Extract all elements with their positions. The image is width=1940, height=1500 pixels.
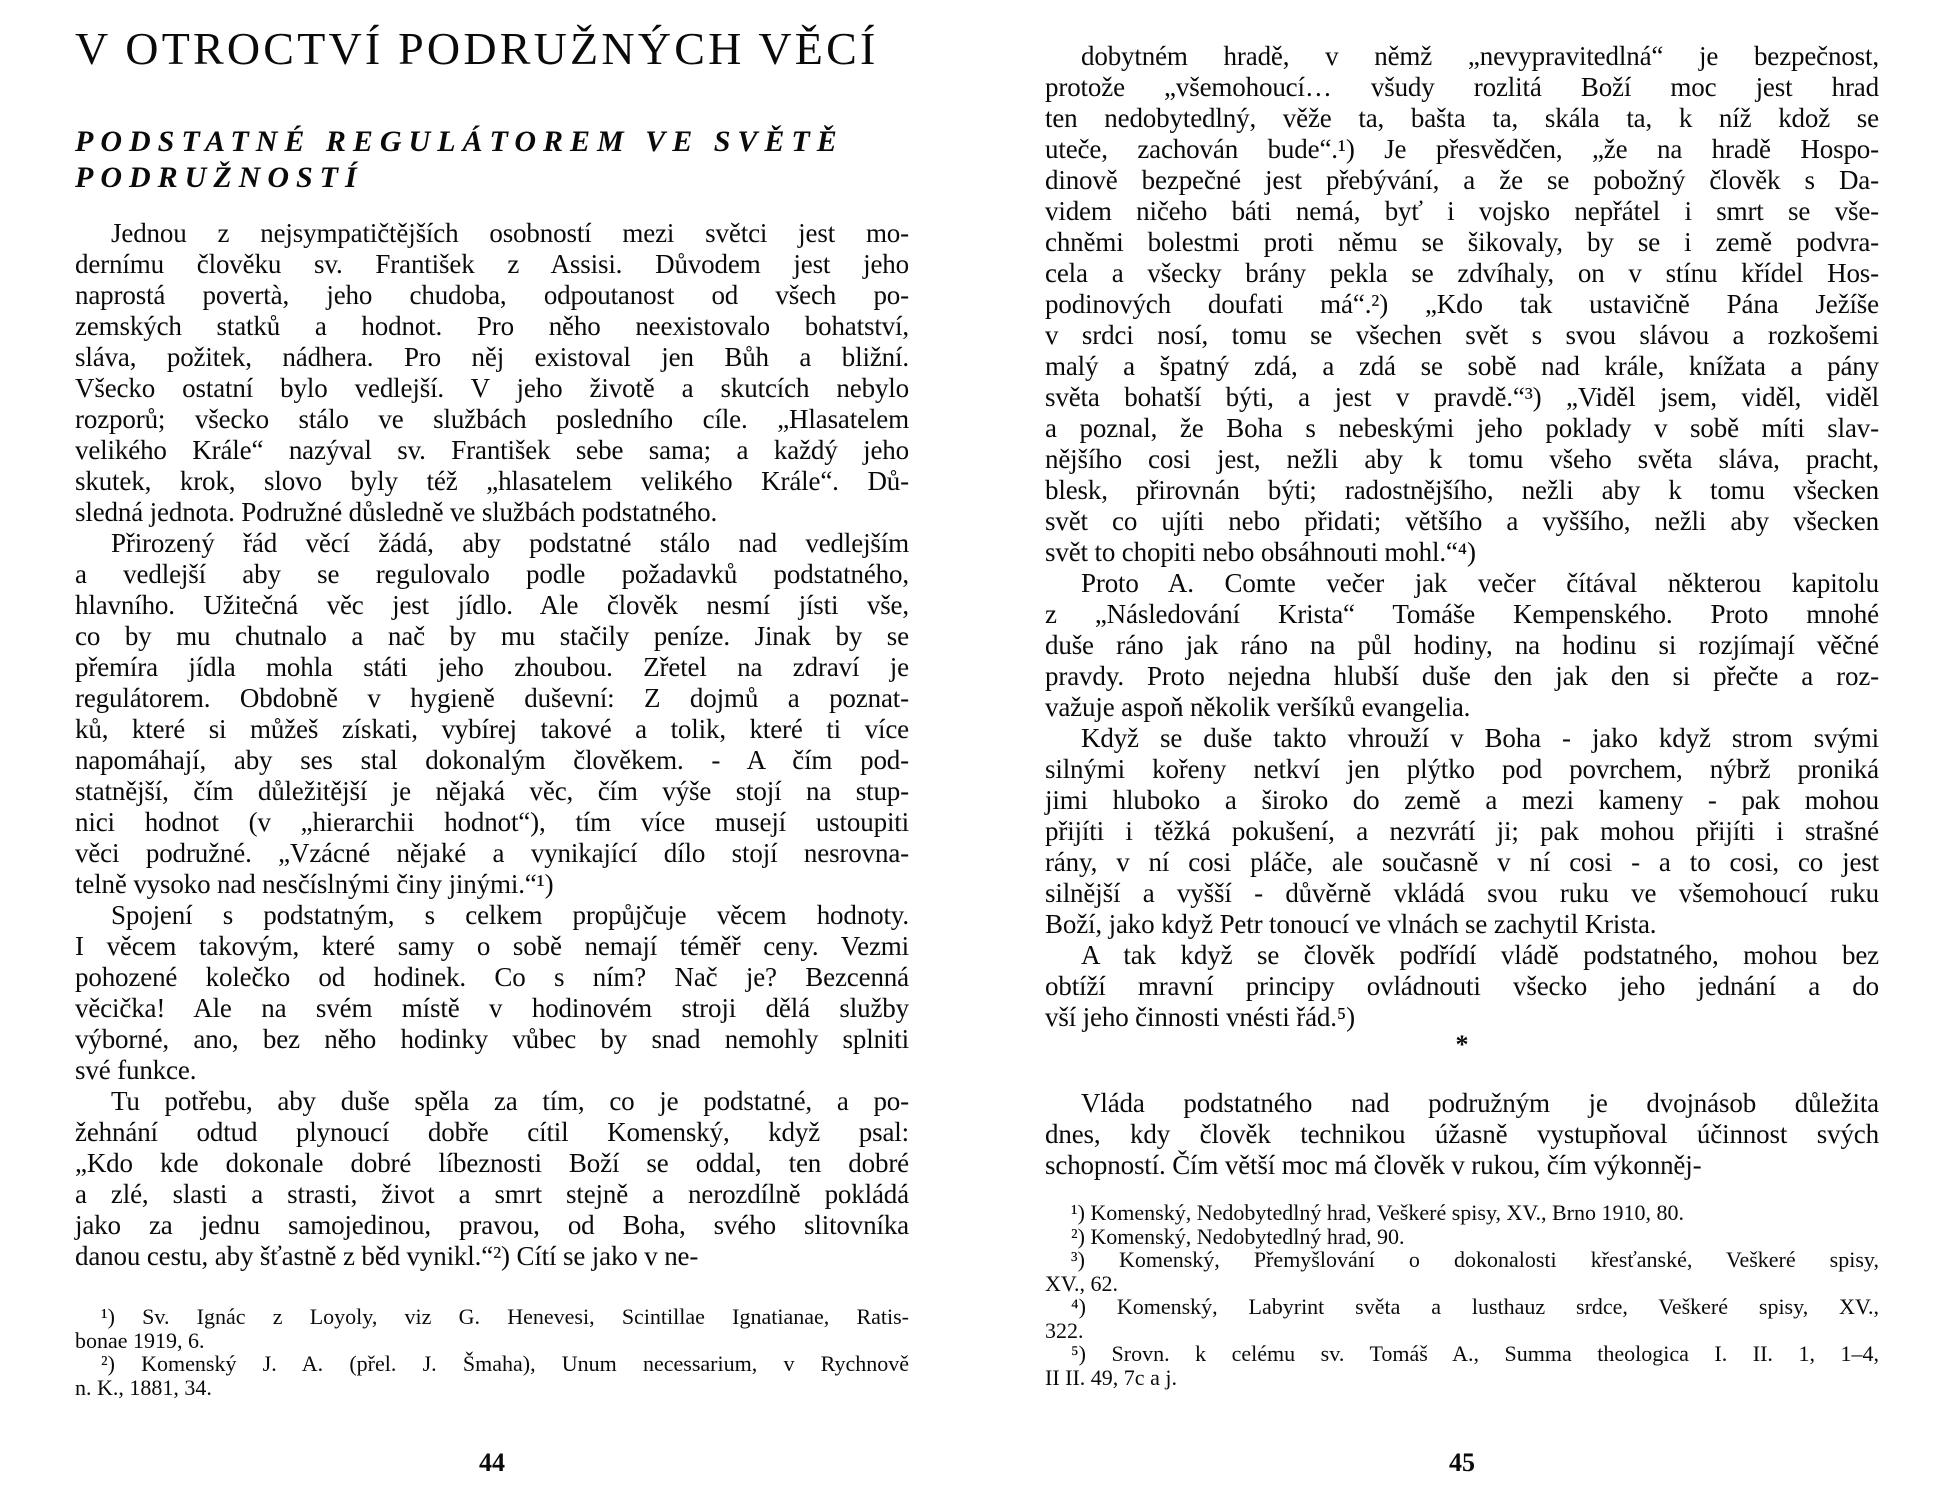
text-line: a zlé, slasti a strasti, život a smrt stejně a nerozdílně pokládá <box>75 1179 909 1209</box>
text-line: žehnání odtud plynoucí dobře cítil Komenský, když psal: <box>75 1117 909 1147</box>
text-line: važuje aspoň několik veršíků evangelia. <box>1045 692 1471 722</box>
footnote-line: ¹) Sv. Ignác z Loyoly, viz G. Henevesi, Scintillae Ignatianae, Ratis- <box>101 1304 909 1329</box>
text-line: I věcem takovým, které samy o sobě nemají téměř ceny. Vezmi <box>75 931 909 961</box>
footnote-line: 322. <box>1045 1317 1084 1343</box>
text-line: videm ničeho báti nemá, byť i vojsko nepřátel i smrt se vše- <box>1045 196 1879 226</box>
right-page <box>1045 0 1879 1500</box>
text-line: vší jeho činnosti vnésti řád.⁵) <box>1045 1002 1355 1032</box>
text-line: danou cestu, aby šťastně z běd vynikl.“²) Cítí se jako v ne- <box>75 1241 699 1271</box>
text-line: z „Následování Krista“ Tomáše Kempenského. Proto mnohé <box>1045 599 1879 629</box>
text-line: duše ráno jak ráno na půl hodiny, na hodinu si rozjímají věčné <box>1045 630 1879 660</box>
section-separator: * <box>1455 1030 1469 1059</box>
text-line: dobytném hradě, v němž „nevypravitedlná“ je bezpečnost, <box>1081 41 1879 71</box>
footnote-line: bonae 1919, 6. <box>75 1327 205 1353</box>
paragraph <box>1045 723 1879 940</box>
text-line: Když se duše takto vhrouží v Boha - jako když strom svými <box>1081 723 1879 753</box>
paragraph <box>75 1086 909 1272</box>
footnote-line: ²) Komenský, Nedobytedlný hrad, 90. <box>1071 1223 1405 1249</box>
text-line: napomáhají, aby ses stal dokonalým člověkem. - A čím pod- <box>75 745 909 775</box>
footnote-line: ²) Komenský J. A. (přel. J. Šmaha), Unum necessarium, v Rychnově <box>101 1351 909 1376</box>
text-line: pravdy. Proto nejedna hlubší duše den jak den si přečte a roz- <box>1045 661 1879 691</box>
text-line: Proto A. Comte večer jak večer čítával některou kapitolu <box>1081 568 1879 598</box>
footnote-line: ³) Komenský, Přemyšlování o dokonalosti křesťanské, Veškeré spisy, <box>1071 1247 1879 1272</box>
footnotes <box>1045 1201 1879 1389</box>
text-line: nějšího cosi jest, nežli aby k tomu všeho světa sláva, pracht, <box>1045 444 1879 474</box>
footnote <box>1045 1201 1879 1225</box>
paragraph <box>1045 568 1879 723</box>
text-line: přijíti i těžká pokušení, a nezvrátí ji; pak mohou přijíti i strašné <box>1045 816 1879 846</box>
text-line: jimi hluboko a široko do země a mezi kameny - pak mohou <box>1045 785 1879 815</box>
page-number: 44 <box>479 1448 505 1477</box>
text-line: obtíží mravní principy ovládnouti všecko jeho jednání a do <box>1045 971 1879 1001</box>
text-line: zemských statků a hodnot. Pro něho neexistovalo bohatství, <box>75 311 909 341</box>
text-line: Tu potřebu, aby duše spěla za tím, co je podstatné, a po- <box>111 1086 909 1116</box>
text-line: A tak když se člověk podřídí vládě podstatného, mohou bez <box>1081 940 1879 970</box>
footnote-line: ⁴) Komenský, Labyrint světa a lusthauz srdce, Veškeré spisy, XV., <box>1071 1294 1879 1319</box>
paragraph <box>75 218 909 528</box>
footnote-line: XV., 62. <box>1045 1270 1118 1296</box>
text-line: naprostá povertà, jeho chudoba, odpoutanost od všech po- <box>75 280 909 310</box>
footnote <box>1045 1248 1879 1295</box>
text-line: „Kdo kde dokonale dobré líbeznosti Boží se oddal, ten dobré <box>75 1148 909 1178</box>
text-line: cela a všecky brány pekla se zdvíhaly, on v stínu křídel Hos- <box>1045 258 1879 288</box>
text-line: dernímu člověku sv. František z Assisi. Důvodem jest jeho <box>75 249 909 279</box>
text-line: své funkce. <box>75 1055 197 1085</box>
text-line: schopností. Čím větší moc má člověk v rukou, čím výkonněj- <box>1045 1150 1702 1180</box>
text-line: přemíra jídla mohla státi jeho zhoubou. Zřetel na zdraví je <box>75 652 909 682</box>
paragraph <box>75 528 909 900</box>
text-line: v srdci nosí, tomu se všechen svět s svou slávou a rozkošemi <box>1045 320 1879 350</box>
section-heading <box>75 124 909 196</box>
text-line: skutek, krok, slovo byly též „hlasatelem velikého Krále“. Dů- <box>75 466 909 496</box>
text-line: podinových doufati má“.²) „Kdo tak ustavičně Pána Ježíše <box>1045 289 1879 319</box>
text-line: uteče, zachován bude“.¹) Je přesvědčen, „že na hradě Hospo- <box>1045 134 1879 164</box>
page-number: 45 <box>1449 1448 1475 1477</box>
text-line: silnější a vyšší - důvěrně vkládá svou ruku ve všemohoucí ruku <box>1045 878 1879 908</box>
text-line: rozporů; všecko stálo ve službách posledního cíle. „Hlasatelem <box>75 404 909 434</box>
footnote-line: II II. 49, 7c a j. <box>1045 1364 1177 1390</box>
body-text-after-separator <box>1045 1088 1879 1181</box>
text-line: jako za jednu samojedinou, pravou, od Boha, svého slitovníka <box>75 1210 909 1240</box>
text-line: chněmi bolestmi proti němu se šikovaly, by se i země podvra- <box>1045 227 1879 257</box>
text-line: malý a špatný zdá, a zdá se sobě nad krále, knížata a pány <box>1045 351 1879 381</box>
chapter-title: V OTROCTVÍ PODRUŽNÝCH VĚCÍ <box>75 23 879 74</box>
paragraph <box>75 900 909 1086</box>
text-line: silnými kořeny netkví jen plýtko pod povrchem, nýbrž proniká <box>1045 754 1879 784</box>
text-line: blesk, přirovnán býti; radostnějšího, nežli aby k tomu všecken <box>1045 475 1879 505</box>
text-line: sláva, požitek, nádhera. Pro něj existoval jen Bůh a bližní. <box>75 342 909 372</box>
footnote <box>1045 1342 1879 1389</box>
text-line: Přirozený řád věcí žádá, aby podstatné stálo nad vedlejším <box>111 528 909 558</box>
body-text <box>1045 41 1879 1033</box>
footnotes <box>75 1305 909 1399</box>
footnote-line: ⁵) Srovn. k celému sv. Tomáš A., Summa theologica I. II. 1, 1–4, <box>1071 1341 1879 1366</box>
footnote-line: n. K., 1881, 34. <box>75 1374 212 1400</box>
section-heading-line: PODRUŽNOSTÍ <box>75 161 364 194</box>
section-heading-line: PODSTATNÉ REGULÁTOREM VE SVĚTĚ <box>75 125 844 158</box>
footnote <box>1045 1225 1879 1249</box>
text-line: a poznal, že Boha s nebeskými jeho poklady v sobě míti slav- <box>1045 413 1879 443</box>
text-line: svět co ujíti nebo přidati; většího a vyššího, nežli aby všecken <box>1045 506 1879 536</box>
text-line: dnes, kdy člověk technikou úžasně vystupňoval účinnost svých <box>1045 1119 1879 1149</box>
text-line: světa bohatší býti, a jest v pravdě.“³) „Viděl jsem, viděl, viděl <box>1045 382 1879 412</box>
text-line: velikého Krále“ nazýval sv. František sebe sama; a každý jeho <box>75 435 909 465</box>
text-line: sledná jednota. Podružné důsledně ve službách podstatného. <box>75 497 718 527</box>
text-line: ten nedobytedlný, věže ta, bašta ta, skála ta, k níž kdož se <box>1045 103 1879 133</box>
footnote <box>75 1352 909 1399</box>
text-line: Všecko ostatní bylo vedlejší. V jeho životě a skutcích nebylo <box>75 373 909 403</box>
left-page <box>75 0 909 1500</box>
paragraph <box>1045 1088 1879 1181</box>
text-line: výborné, ano, bez něho hodinky vůbec by snad nemohly splniti <box>75 1024 909 1054</box>
body-text <box>75 218 909 1272</box>
paragraph <box>1045 41 1879 568</box>
text-line: Vláda podstatného nad podružným je dvojnásob důležita <box>1081 1088 1879 1118</box>
text-line: statnější, čím důležitější je nějaká věc, čím výše stojí na stup- <box>75 776 909 806</box>
text-line: Jednou z nejsympatičtějších osobností mezi světci jest mo- <box>111 218 909 248</box>
text-line: regulátorem. Obdobně v hygieně duševní: Z dojmů a poznat- <box>75 683 909 713</box>
footnote <box>1045 1295 1879 1342</box>
text-line: telně vysoko nad nesčíslnými činy jinými.“¹) <box>75 869 554 899</box>
text-line: nici hodnot (v „hierarchii hodnot“), tím více musejí ustoupiti <box>75 807 909 837</box>
paragraph <box>1045 940 1879 1033</box>
text-line: věcička! Ale na svém místě v hodinovém stroji dělá služby <box>75 993 909 1023</box>
text-line: protože „všemohoucí… všudy rozlitá Boží moc jest hrad <box>1045 72 1879 102</box>
text-line: pohozené kolečko od hodinek. Co s ním? Nač je? Bezcenná <box>75 962 909 992</box>
footnote <box>75 1305 909 1352</box>
text-line: věci podružné. „Vzácné nějaké a vynikající dílo stojí nesrovna- <box>75 838 909 868</box>
text-line: co by mu chutnalo a nač by mu stačily peníze. Jinak by se <box>75 621 909 651</box>
text-line: svět to chopiti nebo obsáhnouti mohl.“⁴) <box>1045 537 1476 567</box>
text-line: Spojení s podstatným, s celkem propůjčuje věcem hodnoty. <box>111 900 909 930</box>
text-line: a vedlejší aby se regulovalo podle požadavků podstatného, <box>75 559 909 589</box>
footnote-line: ¹) Komenský, Nedobytedlný hrad, Veškeré spisy, XV., Brno 1910, 80. <box>1071 1200 1684 1225</box>
text-line: Boží, jako když Petr tonoucí ve vlnách se zachytil Krista. <box>1045 909 1657 939</box>
text-line: dinově bezpečné jest přebývání, a že se pobožný člověk s Da- <box>1045 165 1879 195</box>
text-line: hlavního. Užitečná věc jest jídlo. Ale člověk nesmí jísti vše, <box>75 590 909 620</box>
text-line: ků, které si můžeš získati, vybírej takové a tolik, které ti více <box>75 714 909 744</box>
text-line: rány, v ní cosi pláče, ale současně v ní cosi - a to cosi, co jest <box>1045 847 1879 877</box>
